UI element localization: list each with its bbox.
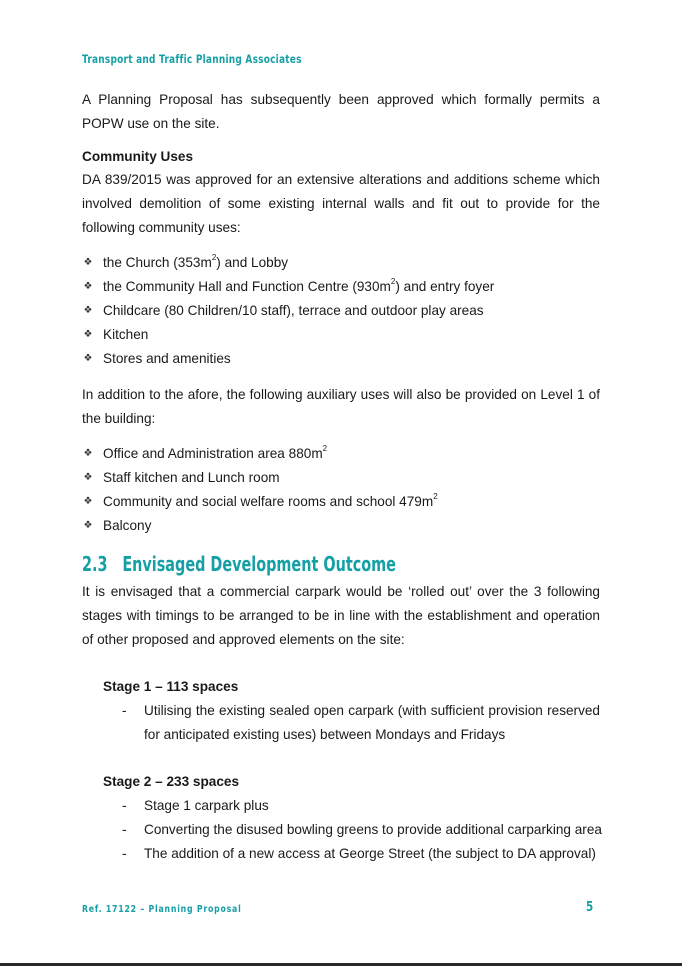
stage-2 xyxy=(103,770,600,866)
list-item: ❖ Kitchen xyxy=(82,323,600,347)
section-number: 2.3 xyxy=(82,552,108,576)
community-uses-list xyxy=(82,251,600,371)
bullet-icon: ❖ xyxy=(83,353,93,364)
stage-items xyxy=(103,794,600,866)
bullet-icon: ❖ xyxy=(83,448,93,459)
bullet-icon: ❖ xyxy=(83,329,93,340)
list-item: - Stage 1 carpark plus xyxy=(122,798,269,813)
list-item: - Utilising the existing sealed open carpark (with sufficient provision reserved for anticipated existing uses) between Mondays and Fridays xyxy=(122,703,600,742)
list-item: - The addition of a new access at George Street (the subject to DA approval) xyxy=(122,846,596,861)
bullet-icon: ❖ xyxy=(83,257,93,268)
section-heading xyxy=(82,550,455,578)
list-item: ❖ Stores and amenities xyxy=(82,347,600,371)
bullet-icon: ❖ xyxy=(83,496,93,507)
bullet-icon: ❖ xyxy=(83,281,93,292)
stage-items xyxy=(103,699,600,747)
footer-reference: Ref. 17122 – Planning Proposal xyxy=(82,904,242,915)
page-content xyxy=(82,88,600,866)
list-item: ❖ Office and Administration area $880m^2$ xyxy=(82,442,600,466)
stage-title: Stage 2 – 233 spaces xyxy=(103,774,240,789)
list-item: ❖ the Community Hall and Function Centre $(930m^2)$ and entry foyer xyxy=(82,275,600,299)
section-paragraph: It is envisaged that a commercial carpark would be ‘rolled out’ over the 3 following stages with timings to be arranged to be in line with the establishment and operation of other proposed and approved elements on the site: xyxy=(82,584,600,647)
bullet-icon: ❖ xyxy=(83,472,93,483)
community-paragraph: DA 839/2015 was approved for an extensive alterations and additions scheme which involved demolition of some existing internal walls and fit out to provide for the following community uses: xyxy=(82,172,600,235)
intro-paragraph: A Planning Proposal has subsequently been approved which formally permits a POPW use on the site. xyxy=(82,92,600,131)
stage-title: Stage 1 – 113 spaces xyxy=(103,679,239,694)
auxiliary-paragraph: In addition to the afore, the following auxiliary uses will also be provided on Level 1 of the building: xyxy=(82,387,600,426)
section-title: Envisaged Development Outcome xyxy=(122,552,396,576)
bullet-icon: ❖ xyxy=(83,305,93,316)
stage-1 xyxy=(103,675,600,747)
community-uses-heading: Community Uses xyxy=(82,149,194,164)
list-item: - Converting the disused bowling greens to provide additional carparking area xyxy=(122,822,602,837)
list-item: ❖ Community and social welfare rooms and school $479m^2$ xyxy=(82,490,600,514)
auxiliary-uses-list xyxy=(82,442,600,538)
list-item: ❖ the Church $(353m^2)$ and Lobby xyxy=(82,251,600,275)
bullet-icon: ❖ xyxy=(83,520,93,531)
list-item: ❖ Balcony xyxy=(82,514,600,538)
running-header: Transport and Traffic Planning Associates xyxy=(82,52,302,66)
list-item: ❖ Staff kitchen and Lunch room xyxy=(82,466,600,490)
page-number: 5 xyxy=(586,900,594,915)
list-item: ❖ Childcare (80 Children/10 staff), terrace and outdoor play areas xyxy=(82,299,600,323)
